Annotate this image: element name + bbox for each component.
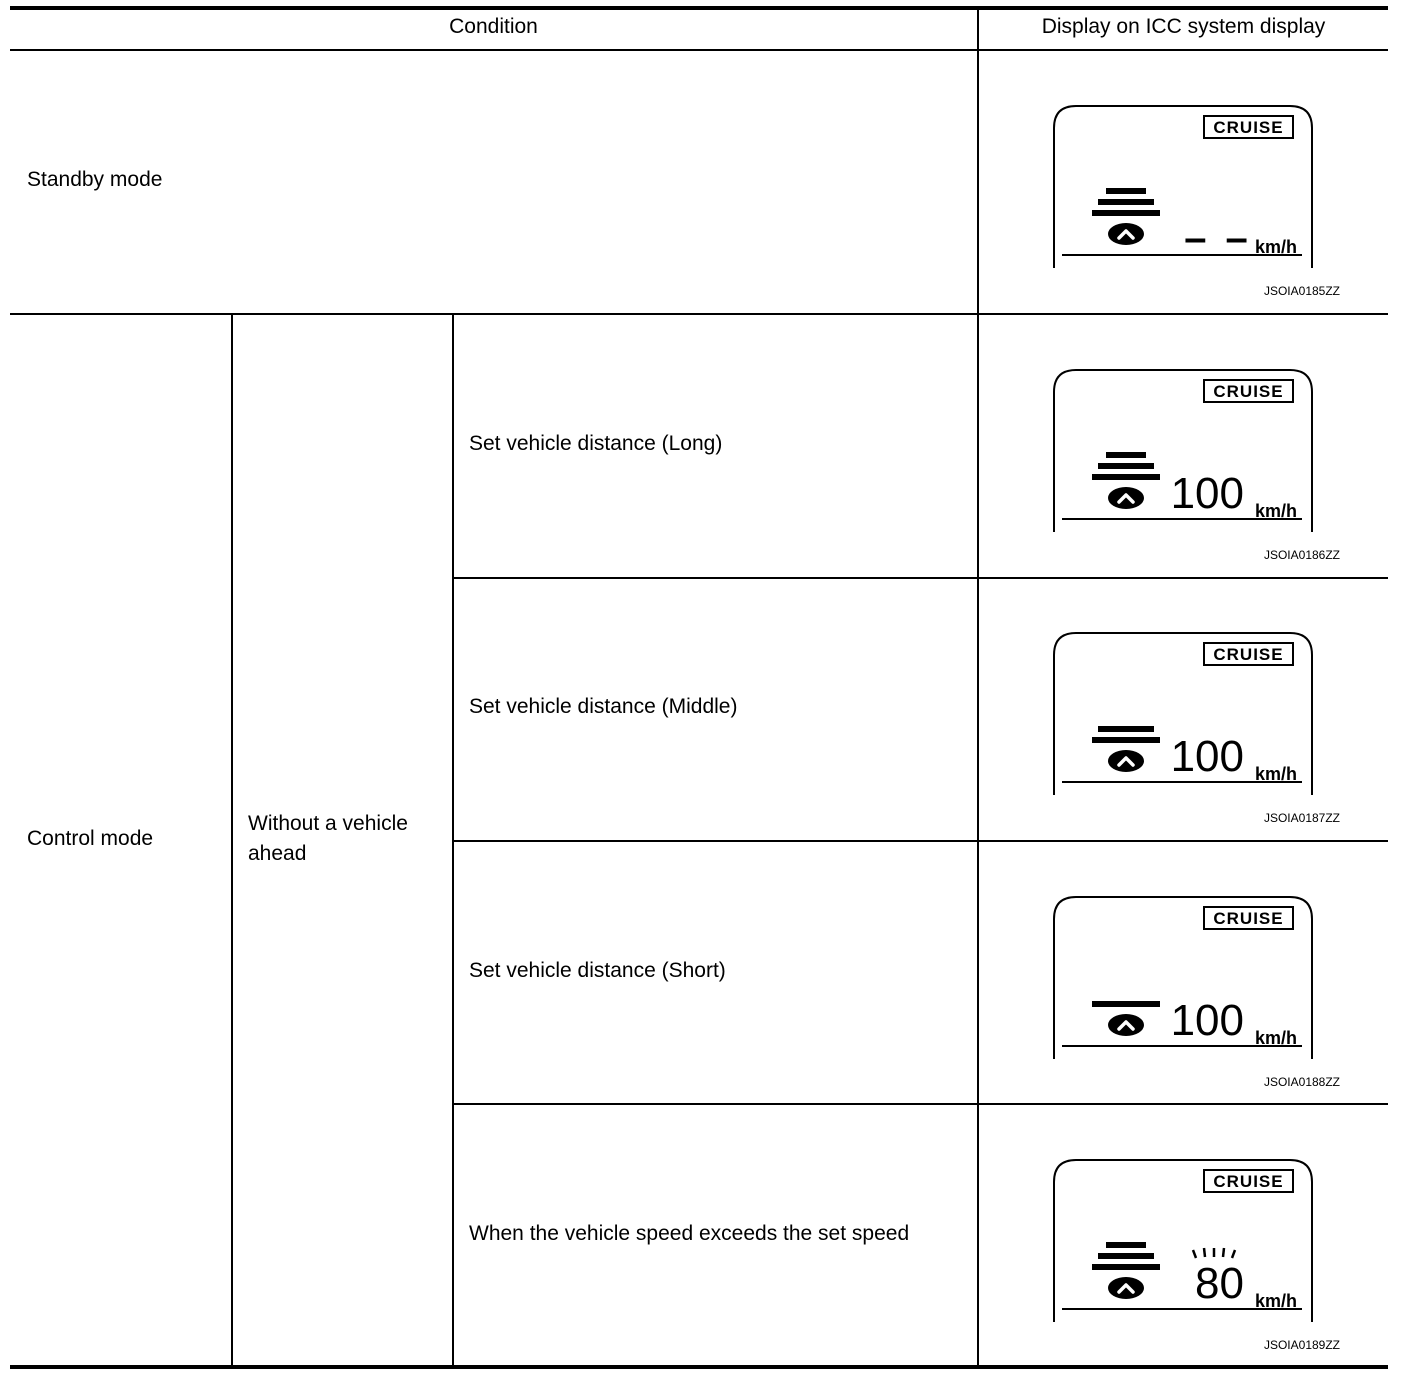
figure-code: JSOIA0188ZZ	[1263, 1075, 1340, 1089]
table-top-border	[10, 6, 1388, 10]
condition-short: Set vehicle distance (Short)	[469, 959, 726, 982]
distance-bar-icon	[1092, 1001, 1160, 1007]
distance-bar-icon	[1098, 1253, 1154, 1259]
distance-bar-icon	[1106, 452, 1146, 458]
blink-indicator-icon	[1232, 1250, 1235, 1258]
condition-long: Set vehicle distance (Long)	[469, 432, 723, 455]
speed-unit: km/h	[1254, 764, 1298, 784]
speed-unit: km/h	[1254, 1291, 1298, 1311]
vehicle-icon	[1108, 1014, 1144, 1036]
control-mode-label: Control mode	[27, 827, 154, 850]
distance-bar-icon	[1092, 737, 1160, 743]
display-graphic	[1050, 362, 1350, 562]
distance-bar-icon	[1098, 463, 1154, 469]
without-vehicle-label: Without a vehicle ahead	[248, 812, 408, 865]
vehicle-icon	[1108, 1277, 1144, 1299]
table-bottom-border	[10, 1365, 1388, 1369]
blink-indicator-icon	[1193, 1250, 1196, 1258]
distance-bar-icon	[1092, 210, 1160, 216]
header-divider	[10, 49, 1388, 51]
sub-condition-divider	[452, 314, 454, 1366]
distance-bar-icon	[1098, 199, 1154, 205]
vehicle-icon	[1108, 487, 1144, 509]
cruise-badge-text: CRUISE	[1213, 1172, 1284, 1191]
cruise-badge-text: CRUISE	[1213, 645, 1284, 664]
condition-overspeed: When the vehicle speed exceeds the set speed	[469, 1222, 910, 1245]
speed-readout: – –	[1184, 216, 1252, 260]
distance-bar-icon	[1098, 726, 1154, 732]
row-divider-3	[453, 1103, 1388, 1105]
icc-display-standby	[1050, 98, 1350, 298]
display-graphic	[1050, 625, 1350, 825]
icc-display-table	[10, 6, 1388, 1368]
distance-bar-icon	[1106, 1242, 1146, 1248]
display-column-divider	[977, 8, 979, 1366]
speed-readout: 100	[1170, 732, 1244, 781]
cruise-badge-text: CRUISE	[1213, 118, 1284, 137]
figure-code: JSOIA0187ZZ	[1263, 811, 1340, 825]
blink-indicator-icon	[1223, 1248, 1224, 1257]
standby-divider	[10, 313, 1388, 315]
figure-code: JSOIA0186ZZ	[1263, 548, 1340, 562]
display-header: Display on ICC system display	[1041, 15, 1326, 38]
icc-display-short	[1050, 889, 1350, 1089]
icc-display-long	[1050, 362, 1350, 562]
speed-unit: km/h	[1254, 237, 1298, 257]
vehicle-icon	[1108, 750, 1144, 772]
display-graphic	[1050, 98, 1350, 298]
vehicle-icon	[1108, 223, 1144, 245]
display-graphic	[1050, 1152, 1350, 1352]
figure-code: JSOIA0185ZZ	[1263, 284, 1340, 298]
distance-bar-icon	[1106, 188, 1146, 194]
cruise-badge-text: CRUISE	[1213, 909, 1284, 928]
condition-middle: Set vehicle distance (Middle)	[469, 695, 738, 718]
speed-unit: km/h	[1254, 1028, 1298, 1048]
figure-code: JSOIA0189ZZ	[1263, 1338, 1340, 1352]
icc-display-overspeed	[1050, 1152, 1350, 1352]
cruise-badge-text: CRUISE	[1213, 382, 1284, 401]
standby-mode-label: Standby mode	[27, 168, 163, 191]
display-graphic	[1050, 889, 1350, 1089]
speed-readout: 100	[1170, 469, 1244, 518]
icc-display-middle	[1050, 625, 1350, 825]
distance-bar-icon	[1092, 1264, 1160, 1270]
speed-readout: 100	[1170, 996, 1244, 1045]
control-mode-divider	[231, 314, 233, 1366]
condition-header: Condition	[449, 15, 538, 38]
distance-bar-icon	[1092, 474, 1160, 480]
speed-unit: km/h	[1254, 501, 1298, 521]
speed-readout: 80	[1195, 1259, 1244, 1308]
row-divider-2	[453, 840, 1388, 842]
row-divider-1	[453, 577, 1388, 579]
blink-indicator-icon	[1204, 1248, 1205, 1257]
